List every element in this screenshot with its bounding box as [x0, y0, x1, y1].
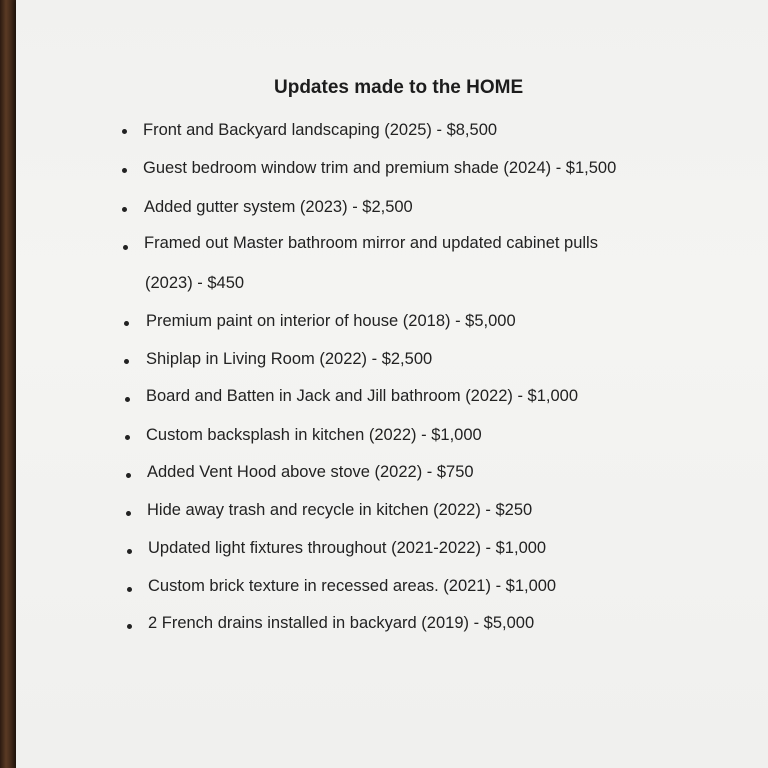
list-item: Added gutter system (2023) - $2,500 [144, 198, 413, 216]
bullet [122, 168, 127, 173]
bullet [127, 587, 132, 592]
document-title: Updates made to the HOME [274, 77, 524, 98]
list-item: Board and Batten in Jack and Jill bathroom (2022) - $1,000 [146, 387, 579, 405]
list-item: Premium paint on interior of house (2018) - $5,000 [146, 312, 516, 330]
list-item: Custom brick texture in recessed areas. (2021) - $1,000 [148, 577, 557, 595]
paper-sheet [16, 0, 768, 768]
bullet [125, 397, 130, 402]
list-item: Added Vent Hood above stove (2022) - $750 [147, 463, 474, 481]
bullet [122, 207, 127, 212]
list-item-continuation: (2023) - $450 [145, 274, 245, 292]
list-item: Guest bedroom window trim and premium shade (2024) - $1,500 [143, 159, 617, 177]
bullet [122, 129, 127, 134]
updates-list [16, 0, 768, 768]
bullet [124, 359, 129, 364]
list-item: Updated light fixtures throughout (2021-2022) - $1,000 [148, 539, 547, 557]
list-item: Custom backsplash in kitchen (2022) - $1,000 [146, 426, 482, 444]
bullet [126, 473, 131, 478]
bullet [124, 321, 129, 326]
list-item: Framed out Master bathroom mirror and updated cabinet pulls [144, 234, 598, 252]
bullet [123, 245, 128, 250]
list-item: Front and Backyard landscaping (2025) - $8,500 [143, 121, 498, 139]
list-item: Shiplap in Living Room (2022) - $2,500 [146, 350, 433, 368]
bullet [125, 435, 130, 440]
list-item: 2 French drains installed in backyard (2019) - $5,000 [148, 614, 535, 632]
list-item: Hide away trash and recycle in kitchen (2022) - $250 [147, 501, 533, 519]
bullet [127, 549, 132, 554]
bullet [126, 511, 131, 516]
bullet [127, 624, 132, 629]
